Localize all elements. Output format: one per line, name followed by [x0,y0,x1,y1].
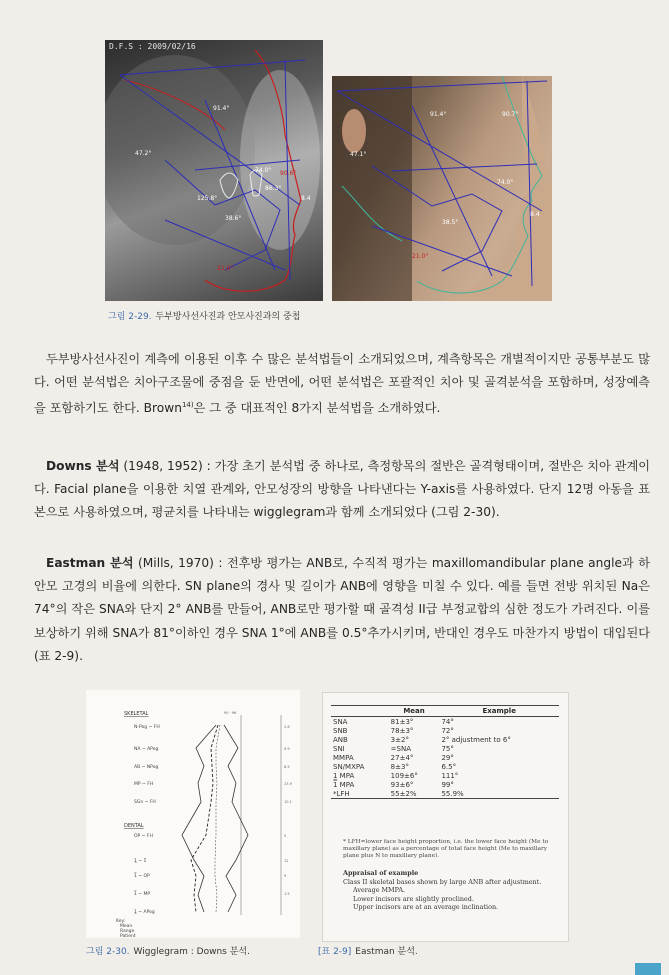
appraisal-line: Lower incisors are slightly proclined. [353,894,474,903]
key-range: Range [120,929,135,934]
cell: 29° [441,753,454,762]
table-row [331,762,559,771]
xray-angle-5: 90.6° [280,170,297,177]
cell: 3±2° [390,735,409,744]
page-corner-marker [635,963,661,975]
table-row [331,771,559,780]
eastman-table-panel [322,692,569,942]
cell: *LFH [331,789,389,799]
col-measure [331,706,389,717]
svg-text:8.5: 8.5 [284,765,290,769]
downs-heading: Downs 분석 [46,459,120,473]
wiggle-caption-text: Wigglegram : Downs 분석. [133,947,250,957]
svg-text:10.1: 10.1 [284,800,292,804]
xray-angle-4: 125.8° [197,195,218,202]
wigglegram-chart [86,690,300,938]
cell: 8±3° [390,762,409,771]
dental-row-0: OP ~ FH [134,834,153,839]
key-patient: Patient [120,934,136,938]
caption-text: 두부방사선사진과 안모사진과의 중첩 [155,312,301,322]
cell: 75° [441,744,454,753]
skeletal-row-3: MP ~ FH [134,782,154,787]
xray-angle-0: 91.4° [213,105,230,112]
dental-row-1: 1̲ ~ 1̅ [134,859,147,864]
cell: SNA [333,717,348,726]
cell: 27±4° [390,753,414,762]
dental-row-4: 1̲ ~ APog [134,910,155,915]
table-row [331,717,559,727]
photo-angle-3: 21.0° [412,253,429,260]
skeletal-row-2: AB ~ NPog [134,765,159,770]
cephalometric-xray-image [105,40,323,301]
table-2-9-caption [318,944,418,957]
svg-text:9.9: 9.9 [284,747,290,751]
paragraph-eastman [34,552,650,668]
cell: 74° [441,717,454,726]
dental-title: DENTAL [124,823,144,829]
cell: 93±6° [390,780,414,789]
xray-angle-1: 47.2° [135,150,152,157]
cell: 81±3° [390,717,414,726]
key-mean: Mean [120,924,133,929]
appraisal-line: Upper incisors are at an average inclination. [353,903,499,911]
caption-number: 그림 2-29. [108,312,152,322]
skeletal-row-0: N-Pog ~ FH [134,725,160,730]
cell: SNI [333,744,345,753]
xray-angle-3: 21.0° [217,265,234,272]
cell: 2° adjustment to 6° [441,735,511,744]
cell: SNB [333,726,348,735]
col-mean: Mean [389,706,440,717]
photo-angle-6: 8.4 [530,211,540,218]
dental-row-2: 1̅ ~ OP [134,874,150,879]
table-row [331,753,559,762]
figure-2-29-caption [108,309,300,322]
photo-angle-5: 74.0° [497,179,514,186]
appraisal-title: Appraisal of example [343,869,419,877]
key-title: Key: [116,919,126,924]
eastman-heading: Eastman 분석 [46,556,134,570]
skeletal-title: SKELETAL [124,711,149,717]
cell: SN/MXPA [333,762,365,771]
cell: 6.5° [441,762,457,771]
cell: 1̅ MPA [333,780,355,789]
intro-reference: 14) [181,401,194,410]
svg-text:12: 12 [284,859,289,863]
table-caption-number: [표 2-9] [318,947,352,957]
table-header-row [331,706,559,717]
downs-text: (1948, 1952) : 가장 초기 분석법 중 하나로, 측정항목의 절반은 골격형태이며, 절반은 치아 관계이다. Facial plane을 이용한 치열 관계와, 안모성장의 방향을 나타낸다는 Y-axis를 사용하였다. 단지 12명 아동을 표본으로 사용하였으며, 평균치를 나타내는 wigglegram과 함께 소개되었다 (그림 2-30). [34,459,651,520]
xray-angle-2: 38.6° [225,215,242,222]
table-row [331,735,559,744]
photo-angle-1: 47.1° [350,151,367,158]
xray-date-label: D.F.S : 2009/02/16 [109,42,196,51]
table-row [331,726,559,735]
dental-row-3: 1̅ ~ MP [134,892,151,897]
cell: MMPA [333,753,354,762]
table-row [331,744,559,753]
cell: =SNA [390,744,412,753]
svg-text:2.6: 2.6 [284,725,290,729]
xray-angle-8: 86.3° [265,185,282,192]
cell: 78±3° [390,726,414,735]
cell: 109±6° [390,771,418,780]
appraisal-block [343,869,558,912]
photo-tracing-overlay [332,76,552,301]
cell: 55.9% [439,789,559,799]
svg-text:1.5: 1.5 [284,892,290,896]
xray-angle-7: 74.0° [255,167,272,174]
photo-angle-4: 90.7° [502,111,519,118]
skeletal-row-4: SGn ~ FH [134,800,156,805]
skeletal-row-1: NA ~ APog [134,747,159,752]
cell: 99° [441,780,454,789]
paragraph-intro [34,348,650,421]
eastman-table [331,705,559,799]
figure-2-30-caption [86,944,250,957]
xray-angle-6: 8.4 [301,195,311,202]
wigglegram-figure [86,690,300,938]
wiggle-caption-number: 그림 2-30. [86,947,130,957]
paragraph-downs [34,455,650,525]
svg-text:5: 5 [284,834,287,838]
intro-text-end: 은 그 중 대표적인 8가지 분석법을 소개하였다. [193,401,441,416]
svg-text:9: 9 [284,874,287,878]
cell: 1̲ MPA [333,771,355,780]
cell: 72° [441,726,454,735]
cell: 111° [441,771,459,780]
cell: 55±2% [389,789,440,799]
table-footnote: * LFH=lower face height proportion, i.e. the lower face height (Me to maxillary plane) as a percentage of total face height (Me to maxillary plane plus N to maxillary plane). [343,839,549,859]
table-caption-text: Eastman 분석. [355,947,418,957]
svg-text:90 · 96: 90 · 96 [224,711,237,715]
eastman-text: (Mills, 1970) : 전후방 평가는 ANB로, 수직적 평가는 maxillomandibular plane angle과 하안모 고경의 비율에 의한다. SN plane의 경사 및 길이가 ANB에 영향을 미칠 수 있다. 예를 들면 전방 위치된 Na은 74°의 작은 SNA와 단지 2° ANB를 만들어, ANB로만 평가할 때 골격성 II급 부정교합의 심한 정도가 가려진다. 이를 보상하기 위해 SNA가 81°이하인 경우 SNA 1°에 ANB를 0.5°추가시키며, 반대인 경우도 마찬가지 방법이 대입된다 (표 2-9). [34,556,650,663]
svg-text:23.9: 23.9 [284,782,292,786]
table-row [331,780,559,789]
photo-angle-2: 38.5° [442,219,459,226]
appraisal-line: Average MMPA. [353,886,405,894]
facial-photo-image [332,76,552,301]
col-example: Example [439,706,559,717]
intro-text: 두부방사선사진이 계측에 이용된 이후 수 많은 분석법들이 소개되었으며, 계측항목은 개별적이지만 공통부분도 많다. 어떤 분석법은 치아구조물에 중점을 둔 반면에, 어떤 분석법은 포괄적인 치아 및 골격분석을 포함하며, 성장예측을 포함하기도 한다. Brown [34,352,650,416]
photo-angle-0: 91.4° [430,111,447,118]
xray-tracing-overlay [105,40,323,301]
table-row [331,789,559,799]
cell: ANB [333,735,348,744]
appraisal-line: Class II skeletal bases shown by large ANB after adjustment. [343,877,542,886]
